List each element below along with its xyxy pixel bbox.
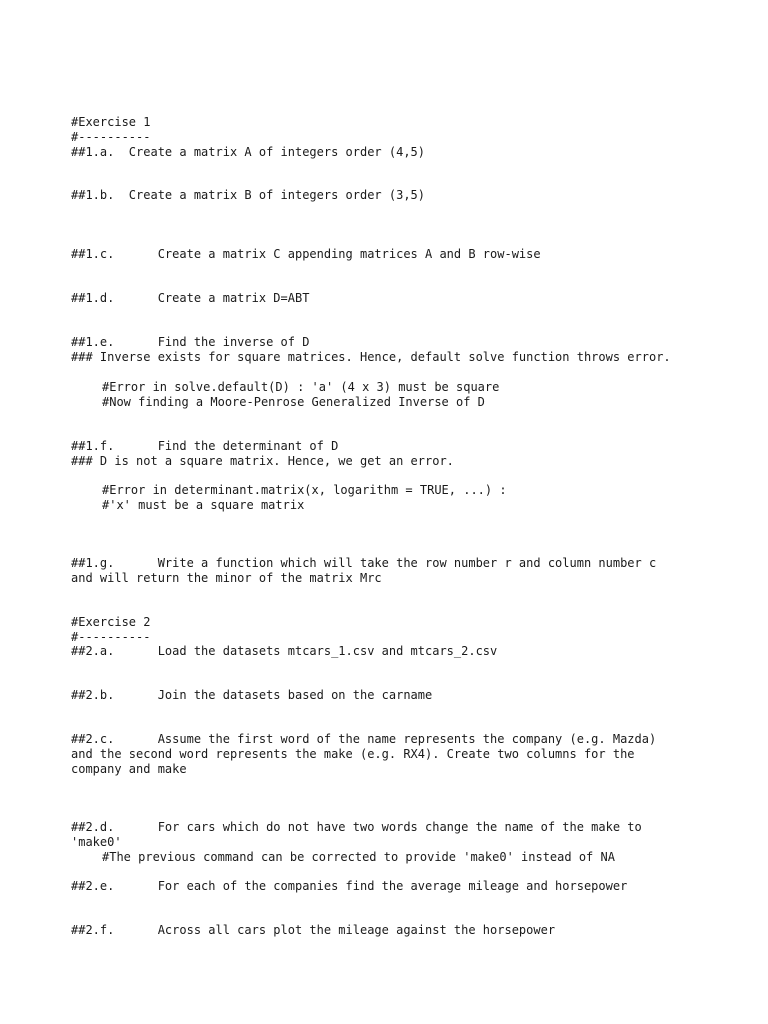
question-1c: ##1.c. Create a matrix C appending matrices A and B row-wise [71, 247, 541, 261]
question-2c-line2: and the second word represents the make (e.g. RX4). Create two columns for the [71, 747, 635, 761]
question-2f: ##2.f. Across all cars plot the mileage against the horsepower [71, 923, 556, 937]
error-1f-line1: #Error in determinant.matrix(x, logarithm = TRUE, ...) : [102, 483, 507, 497]
question-2b: ##2.b. Join the datasets based on the carname [71, 688, 433, 702]
question-2e: ##2.e. For each of the companies find the average mileage and horsepower [71, 879, 628, 893]
question-1a: ##1.a. Create a matrix A of integers order (4,5) [71, 145, 426, 159]
exercise-2-title: #Exercise 2 [71, 615, 151, 629]
note-1e: ### Inverse exists for square matrices. Hence, default solve function throws error. [71, 350, 671, 364]
exercise-1-title: #Exercise 1 [71, 115, 151, 129]
exercise-2-rule: #---------- [71, 630, 151, 644]
question-1f: ##1.f. Find the determinant of D [71, 439, 339, 453]
note-1f: ### D is not a square matrix. Hence, we get an error. [71, 454, 454, 468]
note-2d: #The previous command can be corrected to provide 'make0' instead of NA [102, 850, 615, 864]
error-1e: #Error in solve.default(D) : 'a' (4 x 3) must be square [102, 380, 500, 394]
question-2a: ##2.a. Load the datasets mtcars_1.csv and mtcars_2.csv [71, 644, 498, 658]
question-2c-line3: company and make [71, 762, 187, 776]
question-1g-line2: and will return the minor of the matrix Mrc [71, 571, 382, 585]
question-2d-line1: ##2.d. For cars which do not have two words change the name of the make to [71, 820, 642, 834]
error-1f-line2: #'x' must be a square matrix [102, 498, 305, 512]
question-2c-line1: ##2.c. Assume the first word of the name represents the company (e.g. Mazda) [71, 732, 657, 746]
question-1g-line1: ##1.g. Write a function which will take the row number r and column number c [71, 556, 657, 570]
note2-1e: #Now finding a Moore-Penrose Generalized Inverse of D [102, 395, 485, 409]
question-1e: ##1.e. Find the inverse of D [71, 335, 310, 349]
exercise-1-rule: #---------- [71, 130, 151, 144]
question-1d: ##1.d. Create a matrix D=ABT [71, 291, 310, 305]
question-2d-line2: 'make0' [71, 835, 122, 849]
question-1b: ##1.b. Create a matrix B of integers order (3,5) [71, 188, 426, 202]
